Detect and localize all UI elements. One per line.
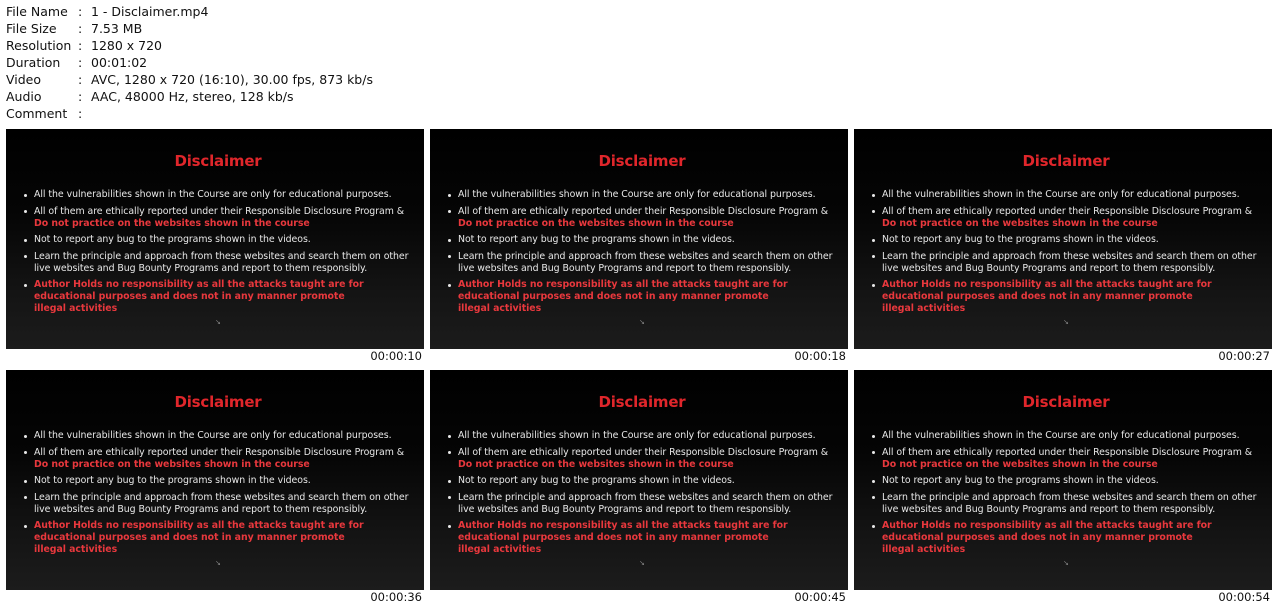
bullet-item: All the vulnerabilities shown in the Course are only for educational purposes. <box>24 430 414 442</box>
timestamp-label: 00:00:18 <box>794 349 846 363</box>
slide-title: Disclaimer <box>174 152 262 170</box>
video-label: Video <box>6 72 42 87</box>
bullet-item: All the vulnerabilities shown in the Course are only for educational purposes. <box>872 430 1262 442</box>
thumbnail-3[interactable] <box>854 129 1272 364</box>
bullet-text: All of them are ethically reported under their Responsible Disclosure Program & <box>458 446 828 458</box>
bullet-item <box>24 447 414 471</box>
mouse-cursor-icon: ↘ <box>639 559 645 567</box>
slide-title: Disclaimer <box>598 152 686 170</box>
resolution-value: 1280 x 720 <box>91 38 163 53</box>
audio-row <box>6 88 373 105</box>
video-frame <box>430 370 848 590</box>
timestamp-bar <box>854 349 1272 364</box>
file-name-label: File Name <box>6 4 68 19</box>
timestamp-bar <box>6 349 424 364</box>
separator: : <box>78 106 83 121</box>
bullet-text: All of them are ethically reported under their Responsible Disclosure Program & <box>34 205 404 217</box>
bullet-item: Learn the principle and approach from these websites and search them on other live websites and Bug Bounty Programs and report to them responsibly. <box>448 492 838 516</box>
thumbnail-1[interactable] <box>6 129 424 364</box>
thumbnail-5[interactable] <box>430 370 848 605</box>
separator: : <box>78 89 83 104</box>
bullet-item <box>448 447 838 471</box>
bullet-item: Learn the principle and approach from these websites and search them on other live websites and Bug Bounty Programs and report to them responsibly. <box>24 492 414 516</box>
bullet-item: All the vulnerabilities shown in the Course are only for educational purposes. <box>24 189 414 201</box>
separator: : <box>78 72 83 87</box>
bullet-item: Learn the principle and approach from these websites and search them on other live websites and Bug Bounty Programs and report to them responsibly. <box>872 492 1262 516</box>
duration-value: 00:01:02 <box>91 55 148 70</box>
bullet-item: All the vulnerabilities shown in the Course are only for educational purposes. <box>872 189 1262 201</box>
slide-title: Disclaimer <box>598 393 686 411</box>
slide-title: Disclaimer <box>1022 152 1110 170</box>
video-frame <box>6 129 424 349</box>
audio-label: Audio <box>6 89 42 104</box>
video-row <box>6 71 373 88</box>
timestamp-label: 00:00:36 <box>370 590 422 604</box>
warning-text: Do not practice on the websites shown in the course <box>882 217 1158 229</box>
mouse-cursor-icon: ↘ <box>1063 318 1069 326</box>
audio-value: AAC, 48000 Hz, stereo, 128 kb/s <box>91 89 294 104</box>
warning-text: Do not practice on the websites shown in the course <box>458 458 734 470</box>
bullet-item: Not to report any bug to the programs shown in the videos. <box>872 475 1262 487</box>
separator: : <box>78 21 83 36</box>
file-name-value: 1 - Disclaimer.mp4 <box>91 4 209 19</box>
bullet-item: All the vulnerabilities shown in the Course are only for educational purposes. <box>448 430 838 442</box>
file-name-row <box>6 3 373 20</box>
separator: : <box>78 38 83 53</box>
timestamp-bar <box>854 590 1272 605</box>
mouse-cursor-icon: ↘ <box>639 318 645 326</box>
bullet-item <box>24 206 414 230</box>
bullet-list <box>448 430 838 561</box>
bullet-text: All of them are ethically reported under their Responsible Disclosure Program & <box>882 446 1252 458</box>
thumbnail-4[interactable] <box>6 370 424 605</box>
timestamp-bar <box>430 349 848 364</box>
file-info-panel <box>6 3 373 122</box>
video-frame <box>854 370 1272 590</box>
file-size-row <box>6 20 373 37</box>
bullet-text: All of them are ethically reported under their Responsible Disclosure Program & <box>458 205 828 217</box>
thumbnail-6[interactable] <box>854 370 1272 605</box>
warning-text: Do not practice on the websites shown in the course <box>882 458 1158 470</box>
duration-row <box>6 54 373 71</box>
warning-bullet-item: Author Holds no responsibility as all the attacks taught are for educational purposes and does not in any manner promote illegal activities <box>24 520 374 556</box>
bullet-text: All of them are ethically reported under their Responsible Disclosure Program & <box>882 205 1252 217</box>
warning-bullet-item: Author Holds no responsibility as all the attacks taught are for educational purposes and does not in any manner promote illegal activities <box>872 520 1222 556</box>
mouse-cursor-icon: ↘ <box>1063 559 1069 567</box>
bullet-item <box>872 206 1262 230</box>
slide-title: Disclaimer <box>1022 393 1110 411</box>
bullet-item: Not to report any bug to the programs shown in the videos. <box>24 234 414 246</box>
mouse-cursor-icon: ↘ <box>215 559 221 567</box>
bullet-item <box>448 206 838 230</box>
resolution-row <box>6 37 373 54</box>
bullet-list <box>24 189 414 320</box>
timestamp-label: 00:00:27 <box>1218 349 1270 363</box>
video-frame <box>6 370 424 590</box>
resolution-label: Resolution <box>6 38 72 53</box>
separator: : <box>78 4 83 19</box>
warning-bullet-item: Author Holds no responsibility as all the attacks taught are for educational purposes and does not in any manner promote illegal activities <box>872 279 1222 315</box>
bullet-list <box>448 189 838 320</box>
timestamp-label: 00:00:10 <box>370 349 422 363</box>
separator: : <box>78 55 83 70</box>
slide-title: Disclaimer <box>174 393 262 411</box>
bullet-text: All of them are ethically reported under their Responsible Disclosure Program & <box>34 446 404 458</box>
video-frame <box>854 129 1272 349</box>
thumbnail-grid <box>6 129 1278 605</box>
bullet-item: Not to report any bug to the programs shown in the videos. <box>872 234 1262 246</box>
warning-bullet-item: Author Holds no responsibility as all the attacks taught are for educational purposes and does not in any manner promote illegal activities <box>448 520 798 556</box>
bullet-list <box>872 189 1262 320</box>
bullet-item: Not to report any bug to the programs shown in the videos. <box>448 234 838 246</box>
bullet-item: Learn the principle and approach from these websites and search them on other live websites and Bug Bounty Programs and report to them responsibly. <box>872 251 1262 275</box>
warning-bullet-item: Author Holds no responsibility as all the attacks taught are for educational purposes and does not in any manner promote illegal activities <box>448 279 798 315</box>
video-value: AVC, 1280 x 720 (16:10), 30.00 fps, 873 kb/s <box>91 72 373 87</box>
bullet-list <box>24 430 414 561</box>
timestamp-label: 00:00:54 <box>1218 590 1270 604</box>
warning-text: Do not practice on the websites shown in the course <box>34 458 310 470</box>
thumbnail-2[interactable] <box>430 129 848 364</box>
file-size-label: File Size <box>6 21 57 36</box>
warning-text: Do not practice on the websites shown in the course <box>458 217 734 229</box>
bullet-list <box>872 430 1262 561</box>
bullet-item: Not to report any bug to the programs shown in the videos. <box>24 475 414 487</box>
duration-label: Duration <box>6 55 61 70</box>
timestamp-bar <box>6 590 424 605</box>
bullet-item: All the vulnerabilities shown in the Course are only for educational purposes. <box>448 189 838 201</box>
file-size-value: 7.53 MB <box>91 21 143 36</box>
comment-label: Comment <box>6 106 68 121</box>
mouse-cursor-icon: ↘ <box>215 318 221 326</box>
bullet-item: Learn the principle and approach from these websites and search them on other live websites and Bug Bounty Programs and report to them responsibly. <box>24 251 414 275</box>
video-frame <box>430 129 848 349</box>
timestamp-label: 00:00:45 <box>794 590 846 604</box>
bullet-item <box>872 447 1262 471</box>
warning-bullet-item: Author Holds no responsibility as all the attacks taught are for educational purposes and does not in any manner promote illegal activities <box>24 279 374 315</box>
timestamp-bar <box>430 590 848 605</box>
comment-row <box>6 105 373 122</box>
bullet-item: Learn the principle and approach from these websites and search them on other live websites and Bug Bounty Programs and report to them responsibly. <box>448 251 838 275</box>
warning-text: Do not practice on the websites shown in the course <box>34 217 310 229</box>
bullet-item: Not to report any bug to the programs shown in the videos. <box>448 475 838 487</box>
